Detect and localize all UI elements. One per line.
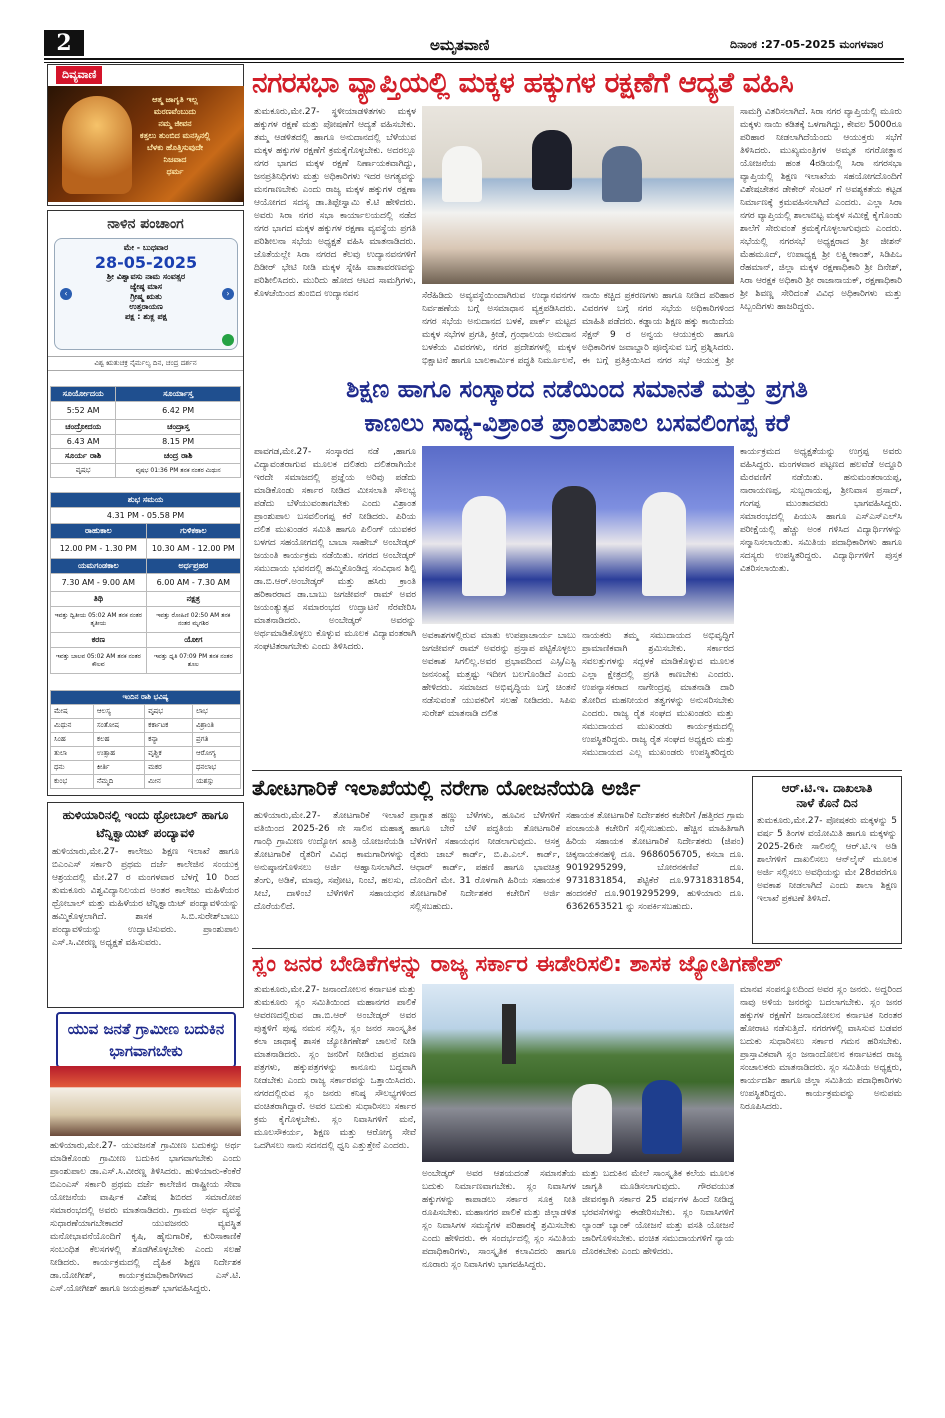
rashi-cell: ಕರ್ಕಾಟಕ — [145, 719, 193, 733]
yama-value: 7.30 AM - 9.00 AM — [51, 574, 147, 592]
education-col-4: ಕಾರ್ಯಕ್ರಮದ ಅಧ್ಯಕ್ಷತೆಯನ್ನು ಉಗ್ರಪ್ಪ ಅವರು ವಹಿಸಿದ್ದರು. ಮಂಗಳವಾರ ಪಟ್ಟಣದ ಹಲವೆಡೆ ಅದ್ದೂರಿ ಮೆರವಣಿಗೆ ನಡೆಯಿತು. ಹನುಮಂತರಾಯಪ್ಪ, ನಾರಾಯಣಪ್ಪ, ಸುಬ್ಬರಾಯಪ್ಪ, ಶ್ರೀನಿವಾಸ ಪ್ರಸಾದ್, ಗಂಗಪ್ಪ ಮುಂತಾದವರು ಭಾಗವಹಿಸಿದ್ದರು. ಸಮಾರಂಭದಲ್ಲಿ ಪಿಯುಸಿ ಹಾಗೂ ಎಸ್ಎಸ್ಎಲ್‌ಸಿ ಪರೀಕ್ಷೆಯಲ್ಲಿ ಹೆಚ್ಚು ಅಂಕ ಗಳಿಸಿದ ವಿದ್ಯಾರ್ಥಿಗಳನ್ನು ಸನ್ಮಾನಿಸಲಾಯಿತು. ಸಮಿತಿಯ ಪದಾಧಿಕಾರಿಗಳು ಹಾಗೂ ಸದಸ್ಯರು ಉಪಸ್ಥಿತರಿದ್ದರು. ವಿದ್ಯಾರ್ಥಿಗಳಿಗೆ ಪುಸ್ತಕ ವಿತರಿಸಲಾಯಿತು. — [740, 447, 902, 574]
section-divider — [252, 948, 902, 949]
education-col-1: ಪಾವಗಡ,ಮೇ.27- ಸಂಸ್ಕಾರದ ನಡೆ ,ಹಾಗೂ ವಿದ್ಯಾವಂತರಾಗುವ ಮೂಲಕ ದಲಿತರು ದಲಿತರಾಗಿಯೇ ಇರದೇ ಸಮಾಜದಲ್ಲಿ ಪ್ರಜ್ಞೆಯ ಅರಿವು ಪಡೆದು ಮಾಡಿಕೊಂಡು ಸರ್ಕಾರ ನೀಡಿದ ಮೀಸಲಾತಿ ಸೌಲಭ್ಯ ಪಡೆದು ಬೆಳೆಯುವಂತಾಗಬೇಕು ಎಂದು ವಿಶ್ರಾಂತ ಪ್ರಾಂಶುಪಾಲ ಬಸವಲಿಂಗಪ್ಪ ಕರೆ ನೀಡಿದರು. ಪಿರಿಯ ದಲಿತ ಮುಖಂಡರ ಸಮಿತಿ ಹಾಗೂ ಪಿಲಿಂಗ್ ಯುವಕರ ಬಳಗದ ಸಹಯೋಗದಲ್ಲಿ ಬಾಬಾ ಸಾಹೇಬ್ ಅಂಬೇಡ್ಕರ್ ಜಯಂತಿ ಕಾರ್ಯಕ್ರಮ ನಡೆಯಿತು. ನಗರದ ಅಂಬೇಡ್ಕರ್ ಸಮುದಾಯ ಭವನದಲ್ಲಿ ಹಮ್ಮಿಕೊಂಡಿದ್ದ ಸಂವಿಧಾನ ಶಿಲ್ಪಿ ಡಾ.ಬಿ.ಆರ್.ಅಂಬೇಡ್ಕರ್ ಮತ್ತು ಹಸಿರು ಕ್ರಾಂತಿ ಹರಿಕಾರರಾದ ಡಾ.ಬಾಬು ಜಗಜೀವನ್ ರಾಮ್ ಅವರ ಜಯಂತ್ಯುತ್ಸವ ಸಮಾರಂಭದ ಉದ್ಘಾಟನೆ ನೆರವೇರಿಸಿ ಮಾತನಾಡಿದರು. ಅಂಬೇಡ್ಕರ್ ಅವರನ್ನು ಅರ್ಥಮಾಡಿಕೊಳ್ಳಲು ಕೊಳ್ಳುವ ಮೂಲಕ ವಿದ್ಯಾವಂತರಾಗಿ ಸಂಘಟಿತರಾಗಬೇಕು ಎಂದು ತಿಳಿಸಿದರು. — [254, 447, 416, 652]
sunset-value: 6.42 PM — [116, 402, 241, 420]
rashi-cell: ಕುಂಭ — [51, 775, 94, 789]
rashi-cell: ಸಂತೋಷ — [93, 719, 144, 733]
rashi-cell: ಕೀರ್ತಿ — [93, 761, 144, 775]
surya-rashi-value: ವೃಷಭ — [51, 464, 116, 478]
shubha-value: 4.31 PM - 05.58 PM — [51, 508, 241, 524]
youth-headline-box — [56, 1012, 236, 1068]
rashi-row — [51, 733, 241, 747]
main-col-4: ಸಾಮಗ್ರಿ ವಿತರಿಸಲಾಗಿದೆ. ಸಿರಾ ನಗರ ವ್ಯಾಪ್ತಿಯಲ್ಲಿ ಮೂರು ಮಕ್ಕಳು ನಾಯಿ ಕಡಿತಕ್ಕೆ ಒಳಗಾಗಿದ್ದು, ಕೇವಲ 5000ರೂ ಪರಿಹಾರ ನೀಡಲಾಗಿದೆಯೆಂದು ಆಯುಕ್ತರು ಸಭೆಗೆ ತಿಳಿಸಿದರು. ಮುಖ್ಯಮಂತ್ರಿಗಳ ಅಮೃತ ನಗರೋತ್ಥಾನ ಯೋಜನೆಯ ಹಂತ 4ರಡಿಯಲ್ಲಿ ಸಿರಾ ನಗರಸಭಾ ವ್ಯಾಪ್ತಿಯಲ್ಲಿ ಶಿಕ್ಷಣ ಇಲಾಖೆಯ ಸಹಯೋಗದೊಂದಿಗೆ ವಿಶೇಷಚೇತನ ಡೇಕೇರ್ ಸೆಂಟರ್ ಗೆ ಅವಶ್ಯಕತೆಯ ಕಟ್ಟಡ ನಿರ್ಮಾಣಕ್ಕೆ ಕ್ರಮವಹಿಸಲಾಗಿದೆ ಎಂದರು. ಎಲ್ಲಾ ಸಿರಾ ನಗರ ವ್ಯಾಪ್ತಿಯಲ್ಲಿ ಶಾಲಾಬಿಟ್ಟ ಮಕ್ಕಳ ಸಮೀಕ್ಷೆ ಕೈಗೊಂಡು ಶಾಲೆಗೆ ಸೇರುವಂತೆ ಕ್ರಮಕೈಗೊಳ್ಳಲಾಗುವುದು ಎಂದರು. ಸಭೆಯಲ್ಲಿ ನಗರಸಭೆ ಅಧ್ಯಕ್ಷರಾದ ಶ್ರೀ ಜೀಶನ್ ಮೆಹಮೂದ್, ಉಪಾಧ್ಯಕ್ಷ ಶ್ರೀ ಲಕ್ಷ್ಮೀಕಾಂತ್, ಸಿಡಿಪಿಒ ರೆಹಮಾನ್, ಜಿಲ್ಲಾ ಮಕ್ಕಳ ರಕ್ಷಣಾಧಿಕಾರಿ ಶ್ರೀ ದಿನೇಶ್, ಸಿರಾ ಆರಕ್ಷಕ ಅಧಿಕಾರಿ ಶ್ರೀ ರಾಜಾನಾಯಕ್, ರಕ್ಷಣಾಧಿಕಾರಿ ಶ್ರೀ ಶಿವಣ್ಣ ಸೇರಿದಂತೆ ವಿವಿಧ ಅಧಿಕಾರಿಗಳು ಮತ್ತು ಸಿಬ್ಬಂದಿಗಳು ಹಾಜರಿದ್ದರು. — [740, 107, 902, 312]
education-col-2: ಅವಕಾಶಗಳಲ್ಲಿರುವ ಮಾತು ಉಪಪ್ರಾಚಾರ್ಯ ಬಾಬು ಜಗಜೀವನ್ ರಾಮ್ ಅವರನ್ನು ಪ್ರಸ್ತಾಪ ಪಟ್ಟಿಕೊಳ್ಳಲು ಅವಕಾಶ ಸಿಗಲಿಲ್ಲ.ಅವರ ಪ್ರಭಾವದಿಂದ ಎಸ್ಸಿ/ಎಸ್ಟಿ ಜನಸಂಖ್ಯೆ ಮತ್ತಷ್ಟು ಇದೀಗ ಬಲಗೊಂಡಿದೆ ಎಂದು ಹೇಳಿದರು. ಸಮಾಜದ ಅಭಿವೃದ್ಧಿಯ ಬಗ್ಗೆ ಚಿಂತನೆ ನಡೆಸುವಂತೆ ಯುವಕರಿಗೆ ಸಲಹೆ ನೀಡಿದರು. ಸಿಪಿಐ ಸುರೇಶ್ ಮಾತನಾಡಿ ದಲಿತ — [422, 631, 576, 719]
rashi-cell: ಮಿಥುನ — [51, 719, 94, 733]
rashi-cell: ತುಲಾ — [51, 747, 94, 761]
panchanga-paksha: ಪಕ್ಷ : ಶುಕ್ಲ ಪಕ್ಷ — [125, 312, 167, 321]
panchanga-date: 28-05-2025 — [94, 253, 198, 272]
panchanga-note: ವಿಶ್ವ ಋತುಚಕ್ರ ನೈರ್ಮಲ್ಯ ದಿನ, ಚಂದ್ರ ದರ್ಶನ — [48, 356, 243, 371]
rashi-cell: ಪ್ರಗತಿ — [193, 733, 241, 747]
sunrise-label: ಸೂರ್ಯೋದಯ — [51, 387, 116, 402]
karana-label: ಕರಣ — [51, 633, 147, 648]
divyavani-line: ನಿಜವಾದ — [163, 155, 187, 164]
yoga-label: ಯೋಗ — [146, 633, 240, 648]
slum-col-3: ಮತ್ತು ಬದುಕಿನ ಮೇಲೆ ಸಾಂಸ್ಕೃತಿಕ ಕಲೆಯ ಮೂಲಕ ಜಾಗೃತಿ ಮೂಡಿಸಲಾಗುವುದು. ಗೌರವಯುತ ಜೀವನಕ್ಕಾಗಿ ಸರ್ಕಾರ 25 ವರ್ಷಗಳ ಹಿಂದೆ ನೀಡಿದ್ದ ಭರವಸೆಗಳನ್ನು ಈಡೇರಿಸಬೇಕು. ಸ್ಲಂ ನಿವಾಸಿಗಳಿಗೆ ಲ್ಯಾಂಡ್ ಬ್ಯಾಂಕ್ ಯೋಜನೆ ಮತ್ತು ವಸತಿ ಯೋಜನೆ ಜಾರಿಗೊಳಿಸಬೇಕು. ವಂಚಿತ ಸಮುದಾಯಗಳಿಗೆ ನ್ಯಾಯ ದೊರಕಬೇಕು ಎಂದು ಹೇಳಿದರು. — [582, 1169, 734, 1257]
nakshatra-value: ಇವತ್ತು ರೋಹಿಣಿ 02:50 AM ತನಕ ನಂತರ ಮೃಗಶಿರ — [146, 607, 240, 633]
slum-photo-person — [572, 1084, 612, 1154]
rashi-row — [51, 747, 241, 761]
main-col-2: ಸೆರೆಹಿಡಿದು ಅವ್ಯವಸ್ಥೆಯಿಂದಾಗಿರುವ ಉದ್ಯಾನವನಗಳ ನಿರ್ವಹಣೆಯ ಬಗ್ಗೆ ಅಸಮಾಧಾನ ವ್ಯಕ್ತಪಡಿಸಿದರು. ನಗರ ಸಭೆಯ ಅನುದಾನದ ಬಳಕೆ, ಪಾರ್ಕ್ ಮಟ್ಟದ ಮಕ್ಕಳ ಸಭೆಗಳ ಪ್ರಗತಿ, ಕ್ರೀಡೆ, ಗ್ರಂಥಾಲಯ ಅನುದಾನ ಬಳಕೆಯ ವಿವರಗಳು, ನಗರ ಪ್ರದೇಶಗಳಲ್ಲಿ ಮಕ್ಕಳ ಭಿಕ್ಷಾಟನೆ ಹಾಗೂ ಬಾಲಕಾರ್ಮಿಕ ಪದ್ಧತಿ ನಿರ್ಮೂಲನೆ, — [422, 291, 576, 366]
rashi-cell: ಧನು — [51, 761, 94, 775]
panchanga-sun-table — [50, 386, 241, 478]
surya-rashi-label: ಸೂರ್ಯ ರಾಶಿ — [51, 449, 116, 464]
masthead-rule — [44, 58, 904, 60]
panchanga-weekday: ಮೇ - ಬುಧವಾರ — [123, 243, 169, 252]
tithi-label: ತಿಥಿ — [51, 592, 147, 607]
education-headline — [252, 372, 902, 440]
moonset-label: ಚಂದ್ರಾಸ್ತ — [116, 420, 241, 435]
gulika-label: ಗುಳಿಕಕಾಲ — [146, 524, 240, 539]
education-col-3: ನಾಯಕರು ತಮ್ಮ ಸಮುದಾಯದ ಅಭಿವೃದ್ಧಿಗೆ ಪ್ರಾಮಾಣಿಕವಾಗಿ ಶ್ರಮಿಸಬೇಕು. ಸರ್ಕಾರದ ಸವಲತ್ತುಗಳನ್ನು ಸದ್ಬಳಕೆ ಮಾಡಿಕೊಳ್ಳುವ ಮೂಲಕ ಎಲ್ಲಾ ಕ್ಷೇತ್ರದಲ್ಲಿ ಪ್ರಗತಿ ಕಾಣಬೇಕು ಎಂದರು. ಉಪನ್ಯಾಸಕರಾದ ನಾಗೇಂದ್ರಪ್ಪ ಮಾತನಾಡಿ ದಾರಿ ತೋರಿದ ಮಹನೀಯರ ತತ್ವಗಳನ್ನು ಅನುಸರಿಸಬೇಕು ಎಂದರು. ರಾಜ್ಯ ರೈತ ಸಂಘದ ಮುಖಂಡರು ಮತ್ತು ಸಮುದಾಯದ ಮುಖಂಡರು ಕಾರ್ಯಕ್ರಮದಲ್ಲಿ ಉಪಸ್ಥಿತರಿದ್ದರು. ರಾಜ್ಯ ರೈತ ಸಂಘದ ಅಧ್ಯಕ್ಷರು ಮತ್ತು ಸಮುದಾಯದ ಎಲ್ಲ ಮುಖಂಡರು ಉಪಸ್ಥಿತರಿದ್ದರು — [582, 631, 734, 758]
main-photo — [422, 106, 734, 284]
rashi-row — [51, 775, 241, 789]
main-col-1: ತುಮಕೂರು,ಮೇ.27- ಸ್ಥಳೀಯಾಡಳಿತಗಳು ಮಕ್ಕಳ ಹಕ್ಕುಗಳ ರಕ್ಷಣೆ ಮತ್ತು ಪೋಷಣೆಗೆ ಆದ್ಯತೆ ವಹಿಸಬೇಕು. ತಮ್ಮ ಆಡಳಿತದಲ್ಲಿ ಹಾಗೂ ಅನುದಾನದಲ್ಲಿ ಬೆಳೆಯುವ ಮಕ್ಕಳ ಹಕ್ಕುಗಳ ರಕ್ಷಣೆಗೆ ಕ್ರಮಕೈಗೊಳ್ಳಬೇಕು. ಅದರಲ್ಲೂ ನಗರ ಭಾಗದ ಮಕ್ಕಳ ರಕ್ಷಣೆ ನಿರ್ಣಾಯಕವಾಗಿದ್ದು, ಜನಪ್ರತಿನಿಧಿಗಳು ಮತ್ತು ಅಧಿಕಾರಿಗಳು ಇದರ ಅಗತ್ಯವನ್ನು ಮನಗಾಣಬೇಕು ಎಂದು ರಾಜ್ಯ ಮಕ್ಕಳ ಹಕ್ಕುಗಳ ರಕ್ಷಣಾ ಆಯೋಗದ ಸದಸ್ಯ ಡಾ.ತಿಪ್ಪೇಸ್ವಾಮಿ ಕೆ.ಟಿ ಹೇಳಿದರು. ಅವರು ಸಿರಾ ನಗರ ಸಭಾ ಕಾರ್ಯಾಲಯದಲ್ಲಿ ನಡೆದ ನಗರ ಭಾಗದ ಮಕ್ಕಳ ಹಕ್ಕುಗಳ ರಕ್ಷಣಾ ವ್ಯವಸ್ಥೆಯ ಪ್ರಗತಿ ಪರಿಶೀಲನಾ ಸಭೆಯ ಅಧ್ಯಕ್ಷತೆ ವಹಿಸಿ ಮಾತನಾಡಿದರು. ಜೊತೆಯಲ್ಲೇ ಸಿರಾ ನಗರದ ಕೆಲವು ಉದ್ಯಾನವನಗಳಿಗೆ ದಿಡೀರ್ ಭೇಟಿ ನೀಡಿ ಮಕ್ಕಳ ಸ್ನೇಹಿ ವಾತಾವರಣವನ್ನು ಪರಿಶೀಲಿಸಿದರು. ಮುರಿದು ಹೋದ ಆಟದ ಸಾಮಗ್ರಿಗಳು, ಕೊಳಚೆಯಿಂದ ತುಂಬಿದ ಉದ್ಯಾನವನ — [254, 107, 416, 299]
divyavani-line: ಬೆಳಕು ಹೊತ್ತಿಸುವುದೇ — [146, 143, 204, 152]
education-photo-person — [462, 496, 506, 596]
main-photo-person — [602, 146, 642, 202]
dateline: ದಿನಾಂಕ :27-05-2025 ಮಂಗಳವಾರ — [730, 38, 884, 51]
yoga-value: ಇವತ್ತು ಧೃತಿ 07:09 PM ತನಕ ನಂತರ ಶೂಲ — [146, 648, 240, 674]
rti-headline-line2: ನಾಳೆ ಕೊನೆ ದಿನ — [796, 796, 858, 810]
narega-col-2: ಪ್ರಾಗ್ಜಾತ ಹಣ್ಣು ಬೆಳೆಗಳು, ಹೂವಿನ ಬೆಳೆಗಳಿಗೆ ಹಾಗೂ ಬೇರೆ ಬೆಳೆ ಪದ್ಧತಿಯ ತೋಟಗಾರಿಕೆ ಬೆಳೆಗಳಿಗೆ ಸಹಾಯಧನ ನೀಡಲಾಗುವುದು. ಆಸಕ್ತ ರೈತರು ಜಾಬ್ ಕಾರ್ಡ್, ಬಿ.ಪಿ.ಎಲ್. ಕಾರ್ಡ್, ಆಧಾರ್ ಕಾರ್ಡ್, ಪಹಣಿ ಹಾಗೂ ಭಾವಚಿತ್ರ ದೊಂದಿಗೆ ಮೇ. 31 ರೊಳಗಾಗಿ ಹಿರಿಯ ಸಹಾಯಕ ತೋಟಗಾರಿಕೆ ನಿರ್ದೇಶಕರ ಕಚೇರಿಗೆ ಅರ್ಜಿ ಸಲ್ಲಿಸಬಹುದು. — [410, 811, 560, 912]
education-photo — [422, 446, 734, 624]
rti-headline-line1: ಆರ್.ಟಿ.ಇ. ದಾಖಲಾತಿ — [781, 781, 873, 795]
divyavani-line: ಆತ್ಮ ಜಾಗೃತಿ ಇಲ್ಲ — [152, 95, 198, 104]
abhijit-value: 6.00 AM - 7.30 AM — [146, 574, 240, 592]
rashi-cell: ಉತ್ಸಾಹ — [93, 747, 144, 761]
narega-col-1: ಹುಳಿಯಾರು,ಮೇ.27- ತೋಟಗಾರಿಕೆ ಇಲಾಖೆ ವತಿಯಿಂದ 2025-26 ನೇ ಸಾಲಿನ ಮಹಾತ್ಮ ಗಾಂಧಿ ಗ್ರಾಮೀಣ ಉದ್ಯೋಗ ಖಾತ್ರಿ ಯೋಜನೆಯಡಿ ತೋಟಗಾರಿಕೆ ರೈತರಿಗೆ ವಿವಿಧ ಕಾಮಗಾರಿಗಳನ್ನು ಅನುಷ್ಠಾನಗೊಳಿಸಲು ಅರ್ಜಿ ಆಹ್ವಾನಿಸಲಾಗಿದೆ. ತೆಂಗು, ಅಡಿಕೆ, ಮಾವು, ಸಪೋಟ, ನಿಂಬೆ, ಹಲಸು, ಸೀಬೆ, ದಾಳಿಂಬೆ ಬೆಳೆಗಳಿಗೆ ಸಹಾಯಧನ ದೊರೆಯಲಿದೆ. — [254, 811, 404, 912]
divyavani-line: ಧರ್ಮ — [166, 167, 184, 176]
slum-photo-person — [642, 1080, 682, 1154]
rashi-cell: ನೆಮ್ಮದಿ — [93, 775, 144, 789]
moonset-value: 8.15 PM — [116, 435, 241, 449]
education-photo-person — [642, 492, 686, 596]
nakshatra-label: ನಕ್ಷತ್ರ — [146, 592, 240, 607]
education-headline-line1: ಶಿಕ್ಷಣ ಹಾಗೂ ಸಂಸ್ಕಾರದ ನಡೆಯಿಂದ ಸಮಾನತೆ ಮತ್ತು ಪ್ರಗತಿ — [346, 375, 808, 403]
slum-photo — [422, 984, 734, 1162]
rashi-table — [50, 690, 241, 789]
rti-body: ತುಮಕೂರು,ಮೇ.27- ಪೋಷಕರು ಮಕ್ಕಳನ್ನು 5 ವರ್ಷ 5 ತಿಂಗಳ ವಯೋಮಿತಿ ಹಾಗೂ ಮಕ್ಕಳನ್ನು 2025-26ನೇ ಸಾಲಿನಲ್ಲಿ ಆರ್.ಟಿ.ಇ ಅಡಿ ಶಾಲೆಗಳಿಗೆ ದಾಖಲಿಸಲು ಆನ್‌ಲೈನ್ ಮೂಲಕ ಅರ್ಜಿ ಸಲ್ಲಿಸಲು ಅವಧಿಯನ್ನು ಮೇ 28ರವರೆಗೂ ಅವಕಾಶ ನೀಡಲಾಗಿದೆ ಎಂದು ಶಾಲಾ ಶಿಕ್ಷಣ ಇಲಾಖೆ ಪ್ರಕಟಣೆ ತಿಳಿಸಿದೆ. — [757, 816, 897, 904]
panchanga-masa: ಜ್ಯೇಷ್ಠ ಮಾಸ — [129, 282, 162, 291]
rahu-value: 12.00 PM - 1.30 PM — [51, 539, 147, 559]
youth-body: ಹುಳಿಯಾರು,ಮೇ.27- ಯುವಜನತೆ ಗ್ರಾಮೀಣ ಬದುಕನ್ನು ಅರ್ಥ ಮಾಡಿಕೊಂಡು ಗ್ರಾಮೀಣ ಬದುಕಿನ ಭಾಗವಾಗಬೇಕು ಎಂದು ಪ್ರಾಂಶುಪಾಲ ಡಾ.ಎಸ್.ಸಿ.ವೀರಣ್ಣ ತಿಳಿಸಿದರು. ಹುಳಿಯಾರು-ಕೆಂಕೆರೆ ಬಿಎಂಎಸ್ ಸರ್ಕಾರಿ ಪ್ರಥಮ ದರ್ಜೆ ಕಾಲೇಜಿನ ರಾಷ್ಟ್ರೀಯ ಸೇವಾ ಯೋಜನೆಯ ವಾರ್ಷಿಕ ವಿಶೇಷ ಶಿಬಿರದ ಸಮಾರೋಪ ಸಮಾರಂಭದಲ್ಲಿ ಅವರು ಮಾತನಾಡಿದರು. ಗ್ರಾಮದ ಅರ್ಥ ವ್ಯವಸ್ಥೆ ಸುಧಾರಣೆಯಾಗಬೇಕಾದರೆ ಯುವಜನರು ವ್ಯವಸ್ಥಿತ ಮನೋಭಾವನೆಯೊಂದಿಗೆ ಕೃಷಿ, ಹೈನುಗಾರಿಕೆ, ಕುರಿಸಾಕಾಣಿಕೆ ಸಂಬಂಧಿತ ಕೆಲಸಗಳಲ್ಲಿ ತೊಡಗಿಕೊಳ್ಳಬೇಕು ಎಂದು ಸಲಹೆ ನೀಡಿದರು. ಕಾರ್ಯಕ್ರಮದಲ್ಲಿ ದೈಹಿಕ ಶಿಕ್ಷಣ ನಿರ್ದೇಶಕ ಡಾ.ಯೋಗೀಶ್, ಕಾರ್ಯಕ್ರಮಾಧಿಕಾರಿಗಳಾದ ಎಸ್.ಟಿ. ಎಸ್.ಯೋಗೀಶ್ ಹಾಗೂ ಜಯಪ್ರಕಾಶ್ ಭಾಗವಹಿಸಿದ್ದರು. — [50, 1141, 241, 1294]
sunset-label: ಸೂರ್ಯಾಸ್ತ — [116, 387, 241, 402]
prev-date-icon[interactable]: ‹ — [60, 288, 72, 300]
rashi-title: ಇಂದಿನ ರಾಶಿ ಭವಿಷ್ಯ — [51, 691, 241, 705]
chandra-rashi-label: ಚಂದ್ರ ರಾಶಿ — [116, 449, 241, 464]
paper-name: ಅಮೃತವಾಣಿ — [430, 36, 490, 54]
education-headline-line2: ಕಾಣಲು ಸಾಧ್ಯ-ವಿಶ್ರಾಂತ ಪ್ರಾಂಶುಪಾಲ ಬಸವಲಿಂಗಪ್ಪ ಕರೆ — [364, 409, 790, 437]
narega-col-3: ಸಹಾಯಕ ತೋಟಗಾರಿಕೆ ನಿರ್ದೇಶಕರ ಕಚೇರಿಗೆ /ಹತ್ತಿರದ ಗ್ರಾಮ ಪಂಚಾಯತಿ ಕಚೇರಿಗೆ ಸಲ್ಲಿಸಬಹುದು. ಹೆಚ್ಚಿನ ಮಾಹಿತಿಗಾಗಿ ಹಿರಿಯ ಸಹಾಯಕ ತೋಟಗಾರಿಕೆ ನಿರ್ದೇಶಕರು (ಜಿಪಂ) ಚಿಕ್ಕನಾಯಕನಹಳ್ಳಿ ದೂ. 9686056705, ಕಸಬಾ ದೂ. 9019295299, ಬೋರನಕಣಿವೆ ದೂ. 9731831854, ಶೆಟ್ಟಿಕೆರೆ ದೂ.9731831854, ಹಂದನಕೆರೆ ದೂ.9019295299, ಹುಳಿಯಾರು ದೂ. 6362653521 ನ್ನು ಸಂಪರ್ಕಿಸಬಹುದು. — [566, 811, 744, 912]
rashi-cell: ಯಶಸ್ಸು — [193, 775, 241, 789]
panchanga-time-table — [50, 492, 241, 674]
youth-photo — [50, 1066, 241, 1136]
panchanga-samvatsara: ಶ್ರೀ ವಿಶ್ವಾವಸು ನಾಮ ಸಂವತ್ಸರ — [106, 272, 186, 281]
panchanga-title: ನಾಳಿನ ಪಂಚಾಂಗ — [107, 216, 184, 232]
divyavani-line: ಕತ್ತಲು ತುಂಬಿದ ಮನಸ್ಸಿನಲ್ಲಿ — [139, 131, 211, 140]
rashi-cell: ಮಕರ — [145, 761, 193, 775]
whatsapp-icon[interactable] — [222, 334, 234, 346]
rashi-row — [51, 719, 241, 733]
abhijit-label: ಅರ್ಧಪ್ರಹರ — [146, 559, 240, 574]
divyavani-line: ಮರಣವೆಂಬುದು — [153, 107, 197, 116]
rashi-row — [51, 761, 241, 775]
panchanga-ayana: ಉತ್ತರಾಯಣ — [129, 302, 163, 311]
slum-col-4: ಮಾನವ ಸಂಪನ್ಮೂಲದಿಂದ ಅವರ ಸ್ಲಂ ಜನರು. ಅದ್ದರಿಂದ ನಾವು ಅಳಿಯ ಜನರನ್ನು ಬದಲಾಗಬೇಕು. ಸ್ಲಂ ಜನರ ಹಕ್ಕುಗಳ ರಕ್ಷಣೆಗೆ ಜನಾಂದೋಲನ ಕರ್ನಾಟಕ ನಿರಂತರ ಹೋರಾಟ ನಡೆಸುತ್ತಿದೆ. ನಗರಗಳಲ್ಲಿ ವಾಸಿಸುವ ಬಡವರ ಬದುಕು ಸುಧಾರಿಸಲು ಸರ್ಕಾರ ಗಮನ ಹರಿಸಬೇಕು. ಪ್ರಾಸ್ತಾವಿಕವಾಗಿ ಸ್ಲಂ ಜನಾಂದೋಲನ ಕರ್ನಾಟಕದ ರಾಜ್ಯ ಸಂಚಾಲಕರು ಮಾತನಾಡಿದರು. ಸ್ಲಂ ಸಮಿತಿಯ ಅಧ್ಯಕ್ಷರು, ಕಾರ್ಯದರ್ಶಿ ಹಾಗೂ ಜಿಲ್ಲಾ ಸಮಿತಿಯ ಪದಾಧಿಕಾರಿಗಳು ಉಪಸ್ಥಿತರಿದ್ದರು. ಕಾರ್ಯಕ್ರಮವನ್ನು ಅನುಪಮ ನಿರೂಪಿಸಿದರು. — [740, 985, 902, 1112]
masthead-rule-thin — [44, 62, 904, 63]
main-col-3: ನಾಯಿ ಕಚ್ಚಿದ ಪ್ರಕರಣಗಳು ಹಾಗೂ ನೀಡಿದ ಪರಿಹಾರ ವಿವರಗಳ ಬಗ್ಗೆ ನಗರ ಸಭೆಯ ಅಧಿಕಾರಿಗಳಿಂದ ಮಾಹಿತಿ ಪಡೆದರು. ಕಡ್ಡಾಯ ಶಿಕ್ಷಣ ಹಕ್ಕು ಕಾಯಿದೆಯ ಸೆಕ್ಷನ್ 9 ರ ಅನ್ವಯ ಆಯುಕ್ತರು ಹಾಗೂ ಅಧಿಕಾರಿಗಳ ಜವಾಬ್ದಾರಿ ಪೂರೈಸುವ ಬಗ್ಗೆ ಪ್ರಶ್ನಿಸಿದರು. ಈ ಬಗ್ಗೆ ಪ್ರತಿಕ್ರಿಯಿಸಿದ ನಗರ ಸಭೆ ಆಯುಕ್ತ ಶ್ರೀ — [582, 291, 734, 366]
moonrise-label: ಚಂದ್ರೋದಯ — [51, 420, 116, 435]
yama-label: ಯಮಗಂಡಕಾಲ — [51, 559, 147, 574]
youth-headline: ಯುವ ಜನತೆ ಗ್ರಾಮೀಣ ಬದುಕಿನ ಭಾಗವಾಗಬೇಕು — [67, 1020, 225, 1060]
moonrise-value: 6.43 AM — [51, 435, 116, 449]
rashi-cell: ಧನಲಾಭ — [193, 761, 241, 775]
slum-col-1: ತುಮಕೂರು,ಮೇ.27- ಜನಾಂದೋಲನ ಕರ್ನಾಟಕ ಮತ್ತು ತುಮಕೂರು ಸ್ಲಂ ಸಮಿತಿಯಿಂದ ಮಹಾನಗರ ಪಾಲಿಕೆ ಆವರಣದಲ್ಲಿರುವ ಡಾ.ಬಿ.ಆರ್ ಅಂಬೇಡ್ಕರ್ ಅವರ ಪುತ್ಥಳಿಗೆ ಪುಷ್ಪ ನಮನ ಸಲ್ಲಿಸಿ, ಸ್ಲಂ ಜನರ ಸಾಂಸ್ಕೃತಿಕ ಕಲಾ ಜಾಥಾಕ್ಕೆ ಶಾಸಕ ಜ್ಯೋತಿಗಣೇಶ್ ಚಾಲನೆ ನೀಡಿ ಮಾತನಾಡಿದರು. ಸ್ಲಂ ಜನರಿಗೆ ನೀಡಿರುವ ಪ್ರಮಾಣ ಪತ್ರಗಳು, ಹಕ್ಕುಪತ್ರಗಳನ್ನು ಕಾನೂನು ಬದ್ಧವಾಗಿ ನೀಡಬೇಕು ಎಂದು ರಾಜ್ಯ ಸರ್ಕಾರವನ್ನು ಒತ್ತಾಯಿಸಿದರು. ನಗರದಲ್ಲಿರುವ ಸ್ಲಂ ಜನರು ಕನಿಷ್ಠ ಸೌಲಭ್ಯಗಳಿಂದ ವಂಚಿತರಾಗಿದ್ದಾರೆ. ಅವರ ಬದುಕು ಸುಧಾರಿಸಲು ಸರ್ಕಾರ ಕ್ರಮ ಕೈಗೊಳ್ಳಬೇಕು. ಸ್ಲಂ ನಿವಾಸಿಗಳಿಗೆ ಮನೆ, ಮೂಲಸೌಕರ್ಯ, ಶಿಕ್ಷಣ ಮತ್ತು ಆರೋಗ್ಯ ಸೇವೆ ಒದಗಿಸಲು ನಾನು ಸದನದಲ್ಲಿ ಧ್ವನಿ ಎತ್ತುತ್ತೇನೆ ಎಂದರು. — [254, 985, 416, 1151]
rahu-label: ರಾಹುಕಾಲ — [51, 524, 147, 539]
divyavani-label: ದಿವ್ಯವಾಣಿ — [56, 66, 102, 84]
gulika-value: 10.30 AM - 12.00 PM — [146, 539, 240, 559]
chandra-rashi-value: ವೃಷಭ 01:36 PM ತನಕ ನಂತರ ಮಿಥುನ — [116, 464, 241, 478]
page-number: 2 — [44, 30, 84, 56]
rashi-cell: ವಿಶ್ರಾಂತಿ — [193, 719, 241, 733]
sunrise-value: 5:52 AM — [51, 402, 116, 420]
narega-headline: ತೋಟಗಾರಿಕೆ ಇಲಾಖೆಯಲ್ಲಿ ನರೇಗಾ ಯೋಜನೆಯಡಿ ಅರ್ಜಿ — [252, 776, 641, 800]
tithi-value: ಇವತ್ತು ದ್ವಿತೀಯ 05:02 AM ತನಕ ನಂತರ ತೃತೀಯ — [51, 607, 147, 633]
slum-headline: ಸ್ಲಂ ಜನರ ಬೇಡಿಕೆಗಳನ್ನು ರಾಜ್ಯ ಸರ್ಕಾರ ಈಡೇರಿಸಲಿ: ಶಾಸಕ ಜ್ಯೋತಿಗಣೇಶ್ — [252, 952, 783, 977]
next-date-icon[interactable]: › — [222, 288, 234, 300]
main-headline: ನಗರಸಭಾ ವ್ಯಾಪ್ತಿಯಲ್ಲಿ ಮಕ್ಕಳ ಹಕ್ಕುಗಳ ರಕ್ಷಣೆಗೆ ಆದ್ಯತೆ ವಹಿಸಿ — [252, 66, 794, 99]
rashi-cell: ವೃಷಭ — [145, 705, 193, 719]
rashi-cell: ಕನ್ಯಾ — [145, 733, 193, 747]
masthead — [0, 0, 945, 60]
rashi-cell: ಸಿಂಹ — [51, 733, 94, 747]
divyavani-text — [110, 94, 240, 178]
rashi-cell: ಆರೋಗ್ಯ — [193, 747, 241, 761]
panchanga-ritu: ಗ್ರೀಷ್ಮ ಋತು — [130, 292, 162, 301]
rashi-cell: ವೃಶ್ಚಿಕ — [145, 747, 193, 761]
main-photo-person — [442, 146, 482, 202]
divyavani-line: ನಮ್ಮ ಜೀವನ — [158, 119, 192, 128]
statue-figure — [502, 1004, 516, 1064]
section-divider — [252, 770, 902, 771]
education-photo-person — [552, 486, 596, 596]
panchanga-card — [54, 238, 238, 350]
throwball-body: ಹುಳಿಯಾರು,ಮೇ.27- ಕಾಲೇಜು ಶಿಕ್ಷಣ ಇಲಾಖೆ ಹಾಗೂ ಬಿಎಂಎಸ್ ಸರ್ಕಾರಿ ಪ್ರಥಮ ದರ್ಜೆ ಕಾಲೇಜಿನ ಸಂಯುಕ್ತ ಆಶ್ರಯದಲ್ಲಿ ಮೇ.27 ರ ಮಂಗಳವಾರ ಬೆಳಗ್ಗೆ 10 ರಿಂದ ತುಮಕೂರು ವಿಶ್ವವಿದ್ಯಾನಿಲಯದ ಅಂತರ ಕಾಲೇಜು ಮಹಿಳೆಯರ ಥ್ರೋಬಾಲ್ ಮತ್ತು ಮಹಿಳೆಯರ ಟೆನ್ನಿಕ್ವಾಯಿಟ್ ಪಂದ್ಯಾವಳಿಯನ್ನು ಹಮ್ಮಿಕೊಳ್ಳಲಾಗಿದೆ. ಶಾಸಕ ಸಿ.ಬಿ.ಸುರೇಶ್‌ಬಾಬು ಪಂದ್ಯಾವಳಿಯನ್ನು ಉದ್ಘಾಟಿಸುವರು. ಪ್ರಾಂಶುಪಾಲ ಎಸ್.ಸಿ.ವೀರಣ್ಣ ಅಧ್ಯಕ್ಷತೆ ವಹಿಸುವರು. — [52, 847, 239, 948]
rashi-cell: ಮೀನ — [145, 775, 193, 789]
throwball-headline: ಹುಳಿಯಾರಿನಲ್ಲಿ ಇಂದು ಥ್ರೋಬಾಲ್ ಹಾಗೂ ಟೆನ್ನಿಕ್ವಾಯಿಟ್ ಪಂದ್ಯಾವಳಿ — [62, 808, 229, 840]
main-photo-person — [532, 130, 572, 190]
rashi-cell: ಮೇಷ — [51, 705, 94, 719]
slum-col-2: ಅಂಬೇಡ್ಕರ್ ಅವರ ಆಶಯದಂತೆ ಸಮಾನತೆಯ ಬದುಕು ನಿರ್ಮಾಣವಾಗಬೇಕು. ಸ್ಲಂ ನಿವಾಸಿಗಳ ಹಕ್ಕುಗಳನ್ನು ಕಾಪಾಡಲು ಸರ್ಕಾರ ಸೂಕ್ತ ನೀತಿ ರೂಪಿಸಬೇಕು. ಮಹಾನಗರ ಪಾಲಿಕೆ ಮತ್ತು ಜಿಲ್ಲಾಡಳಿತ ಸ್ಲಂ ನಿವಾಸಿಗಳ ಸಮಸ್ಯೆಗಳ ಪರಿಹಾರಕ್ಕೆ ಶ್ರಮಿಸಬೇಕು ಎಂದು ಹೇಳಿದರು. ಈ ಸಂದರ್ಭದಲ್ಲಿ ಸ್ಲಂ ಸಮಿತಿಯ ಪದಾಧಿಕಾರಿಗಳು, ಸಾಂಸ್ಕೃತಿಕ ಕಲಾವಿದರು ಹಾಗೂ ನೂರಾರು ಸ್ಲಂ ನಿವಾಸಿಗಳು ಭಾಗವಹಿಸಿದ್ದರು. — [422, 1169, 576, 1270]
rashi-cell: ಆಲಸ್ಯ — [93, 705, 144, 719]
rashi-row — [51, 705, 241, 719]
rti-box — [752, 776, 902, 944]
shubha-label: ಶುಭ ಸಮಯ — [51, 493, 241, 508]
karana-value: ಇವತ್ತು ಬಾಲವ 05:02 AM ತನಕ ನಂತರ ಕೌಲವ — [51, 648, 147, 674]
rashi-cell: ಲಾಭ — [193, 705, 241, 719]
rashi-cell: ಕಲಹ — [93, 733, 144, 747]
